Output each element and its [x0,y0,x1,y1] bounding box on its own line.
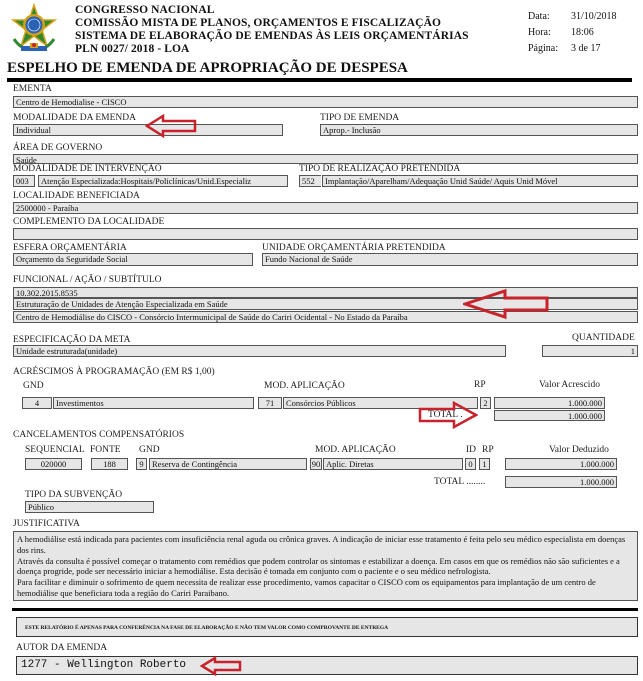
cancel-gnd-name: Reserva de Contingência [149,458,307,470]
acrescimos-rp: 2 [480,397,491,409]
esfera-field: Orçamento da Seguridade Social [13,253,253,266]
page-value: 3 de 17 [571,43,601,54]
area-field: Saúde [13,154,638,164]
highlight-arrow-icon [418,401,478,429]
cancel-seq: 020000 [25,458,82,470]
cancel-mod-code: 90 [311,459,321,469]
header-comissao: COMISSÃO MISTA DE PLANOS, ORÇAMENTOS E FISCALIZAÇÃO [75,17,442,29]
realizacao-code: 552 [299,175,321,187]
acrescimos-mod-header: MOD. APLICAÇÃO [264,381,345,391]
page-label: Página: [528,43,558,54]
tipo-emenda-field: Aprop.- Inclusão [320,124,638,136]
complemento-field [13,228,638,240]
cancel-gnd-header: GND [139,445,160,455]
cancel-seq-header: SEQUENCIAL [25,445,85,455]
ementa-field: Centro de Hemodialise - CISCO [13,96,638,108]
meta-field: Unidade estruturada(unidade) [13,345,506,357]
area-label: ÁREA DE GOVERNO [13,143,103,153]
acrescimos-mod-name: Consórcios Públicos [283,397,478,409]
justificativa-paragraph: Através da consulta é possível começar o tratamento com remédios que podem controlar os sintomas e estabilizar a doença. Em casos em que os remédios não são suficientes e a doença progride, pode ser necessário iniciar a hemodiálise. Esta decisão é tomada em conjunto com o paciente e o seu médico nefrologista. [17,555,620,577]
funcional-acao: Estruturação de Unidades de Atenção Especializada em Saúde [13,298,638,310]
quantidade-label: QUANTIDADE [572,333,635,343]
time-value: 18:06 [571,27,594,38]
cancel-id-header: ID [466,445,477,455]
realizacao-field: Implantação/Aparelham/Adequação Unid Saúde/ Aquis Unid Móvel [322,175,638,187]
modalidade-field: Individual [13,124,283,136]
acrescimos-label: ACRÉSCIMOS À PROGRAMAÇÃO (EM R$ 1,00) [13,367,215,377]
header-pln: PLN 0027/ 2018 - LOA [75,43,190,55]
intervencao-code: 003 [13,175,35,187]
cancel-valor-header: Valor Deduzido [549,445,609,455]
localidade-field: 2500000 - Paraíba [13,202,638,214]
cancel-total-label: TOTAL ........ [434,477,486,487]
autor-label: AUTOR DA EMENDA [16,643,108,653]
justificativa-paragraph: Para facilitar e diminuir o sofrimento de quem necessita de realizar esse procedimento, vamos capacitar o CISCO com os equipamentos para implantação de um centro de hemodiálise que beneficiara toda a região do Cariri Paraibano. [17,577,596,598]
cancel-gnd-code: 9 [136,458,147,470]
justificativa-field [13,531,638,601]
page-title: ESPELHO DE EMENDA DE APROPRIAÇÃO DE DESPESA [7,60,408,76]
funcional-subtitulo: Centro de Hemodiálise do CISCO - Consórcio Intermunicipal de Saúde do Cariri Ocidental - No Estado da Paraíba [13,311,638,323]
highlight-arrow-icon [200,656,242,676]
quantidade-field: 1 [542,345,638,357]
acrescimos-valor: 1.000.000 [494,397,605,409]
acrescimos-gnd-header: GND [23,381,44,391]
acrescimos-rp-header: RP [474,380,486,390]
cancel-mod-header: MOD. APLICAÇÃO [315,445,396,455]
realizacao-label: TIPO DE REALIZAÇÃO PRETENDIDA [299,164,461,174]
acrescimos-total-value: 1.000.000 [494,410,605,421]
subvencao-label: TIPO DA SUBVENÇÃO [25,490,123,500]
acrescimos-mod-code: 71 [258,397,282,409]
unidade-label: UNIDADE ORÇAMENTÁRIA PRETENDIDA [262,243,446,253]
modalidade-label: MODALIDADE DA EMENDA [13,113,136,123]
justificativa-label: JUSTIFICATIVA [13,519,80,529]
subvencao-field: Público [25,501,154,513]
cancel-rp: 1 [479,458,490,470]
header-divider [7,78,632,82]
funcional-code: 10.302.2015.8535 [13,287,638,298]
justificativa-paragraph: A hemodiálise está indicada para pacientes com insuficiência renal aguda ou crônica graves. A indicação de iniciar esse tratamento é feita pelo seu médico especialista em doenças dos rins. [17,534,626,555]
header-congresso: CONGRESSO NACIONAL [75,4,215,16]
cancel-fonte: 188 [91,458,128,470]
acrescimos-gnd-name: Investimentos [53,397,254,409]
disclaimer-box: ESTE RELATÓRIO É APENAS PARA CONFERÊNCIA NA FASE DE ELABORAÇÃO E NÃO TEM VALOR COMO COMPROVANTE DE ENTREGA [16,617,638,637]
meta-label: ESPECIFICAÇÃO DA META [13,335,131,345]
cancel-total-value: 1.000.000 [505,476,617,488]
cancel-fonte-header: FONTE [90,445,121,455]
cancel-valor: 1.000.000 [505,458,617,470]
intervencao-field: Atenção Especializada:Hospitais/Policlínicas/Unid.Especializ [38,175,288,187]
ementa-label: EMENTA [13,84,52,94]
highlight-arrow-icon [463,288,551,320]
header-sistema: SISTEMA DE ELABORAÇÃO DE EMENDAS ÀS LEIS ORÇAMENTÁRIAS [75,30,469,42]
acrescimos-valor-header: Valor Acrescido [539,380,600,390]
cancel-mod-name: Aplic. Diretas [323,458,463,470]
funcional-label: FUNCIONAL / AÇÃO / SUBTÍTULO [13,275,162,285]
cancel-id: 0 [465,458,476,470]
cancelamentos-label: CANCELAMENTOS COMPENSATÓRIOS [13,430,185,440]
cancel-rp-header: RP [482,445,494,455]
autor-field: 1277 - Wellington Roberto [16,656,638,675]
intervencao-label: MODALIDADE DE INTERVENÇÃO [13,164,162,174]
unidade-field: Fundo Nacional de Saúde [262,253,638,266]
tipo-emenda-label: TIPO DE EMENDA [320,113,400,123]
highlight-arrow-icon [145,114,197,138]
localidade-label: LOCALIDADE BENEFICIADA [13,191,140,201]
footer-divider [12,608,638,611]
coat-of-arms-logo [8,3,60,55]
date-value: 31/10/2018 [571,11,617,22]
acrescimos-gnd-code: 4 [22,397,52,409]
date-label: Data: [528,11,550,22]
time-label: Hora: [528,27,551,38]
esfera-label: ESFERA ORÇAMENTÁRIA [13,243,127,253]
acrescimos-total-label: TOTAL . [428,410,463,420]
complemento-label: COMPLEMENTO DA LOCALIDADE [13,217,165,227]
